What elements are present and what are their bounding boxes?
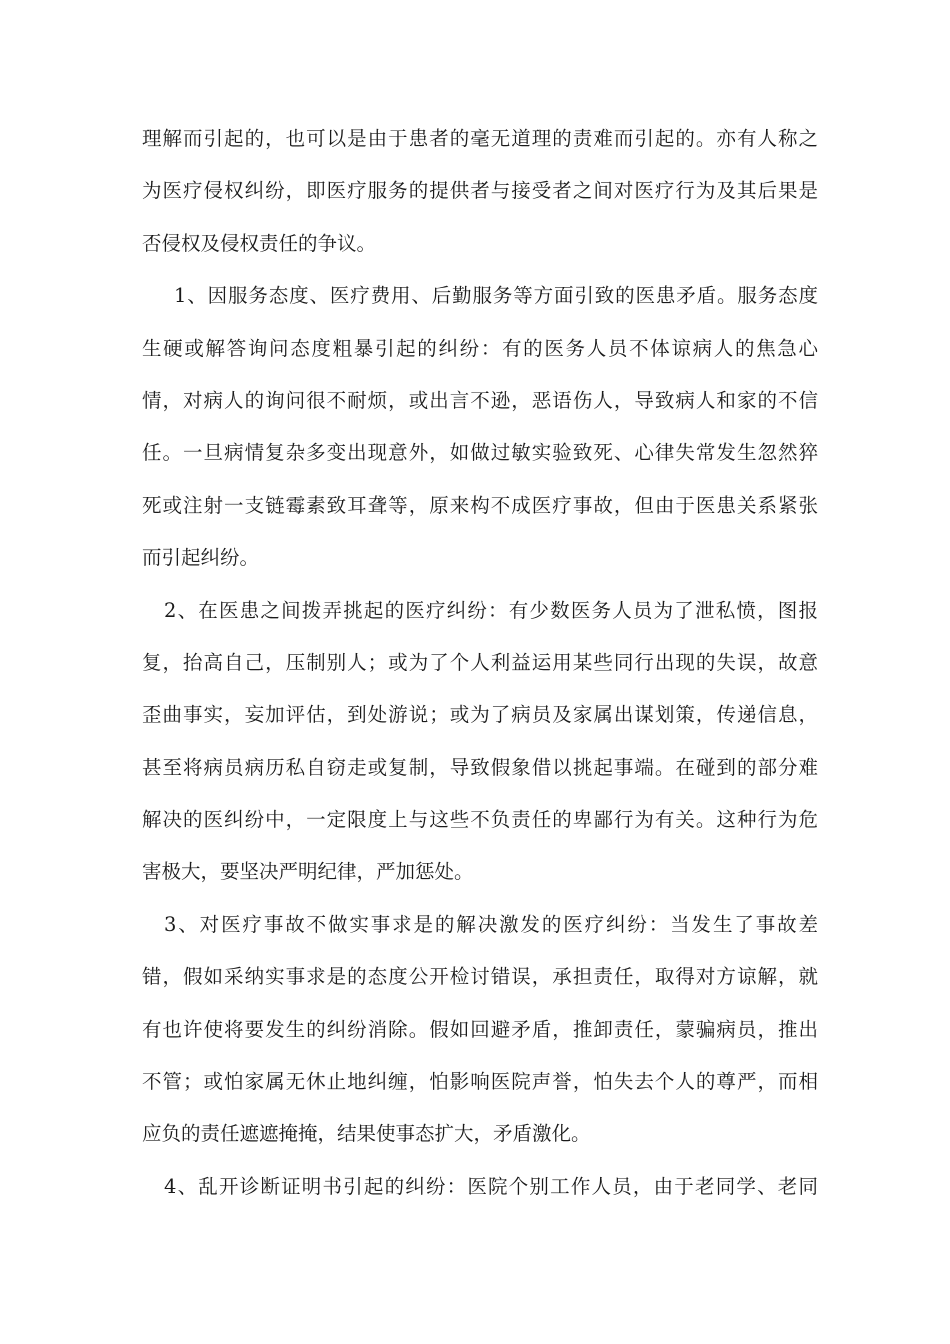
text-line: 有也许使将要发生的纠纷消除。假如回避矛盾，推卸责任，蒙骗病员，推出 (142, 1017, 818, 1041)
text-line: 歪曲事实，妄加评估，到处游说；或为了病员及家属出谋划策，传递信息， (142, 703, 818, 727)
paragraph-item-4 (142, 1161, 818, 1213)
text-line: 生硬或解答询问态度粗暴引起的纠纷：有的医务人员不体谅病人的焦急心 (142, 336, 818, 360)
text-line: 情，对病人的询问很不耐烦，或出言不逊，恶语伤人，导致病人和家的不信 (142, 388, 818, 412)
text-line: 死或注射一支链霉素致耳聋等，原来构不成医疗事故，但由于医患关系紧张 (142, 493, 818, 517)
text-line: 3、对医疗事故不做实事求是的解决激发的医疗纠纷：当发生了事故差 (164, 912, 818, 936)
text-line: 应负的责任遮遮掩掩，结果使事态扩大，矛盾激化。 (142, 1122, 591, 1146)
text-line: 错，假如采纳实事求是的态度公开检讨错误，承担责任，取得对方谅解，就 (142, 965, 818, 989)
paragraph-item-1 (142, 270, 818, 584)
paragraph-item-3 (142, 899, 818, 1161)
text-line: 复，抬高自己，压制别人；或为了个人利益运用某些同行出现的失误，故意 (142, 650, 818, 674)
text-line: 为医疗侵权纠纷，即医疗服务的提供者与接受者之间对医疗行为及其后果是 (142, 179, 818, 203)
text-line: 否侵权及侵权责任的争议。 (142, 231, 377, 255)
text-line: 甚至将病员病历私自窃走或复制，导致假象借以挑起事端。在碰到的部分难 (142, 755, 818, 779)
text-line: 4、乱开诊断证明书引起的纠纷：医院个别工作人员，由于老同学、老同 (164, 1174, 818, 1198)
text-line: 2、在医患之间拨弄挑起的医疗纠纷：有少数医务人员为了泄私愤，图报 (164, 598, 818, 622)
text-line: 害极大，要坚决严明纪律，严加惩处。 (142, 860, 474, 884)
text-line: 而引起纠纷。 (142, 546, 260, 570)
text-line: 理解而引起的，也可以是由于患者的毫无道理的责难而引起的。亦有人称之 (142, 127, 818, 150)
text-line: 1、因服务态度、医疗费用、后勤服务等方面引致的医患矛盾。服务态度 (174, 284, 818, 308)
paragraph-intro-continuation (142, 113, 818, 270)
document-body (142, 113, 818, 1213)
text-line: 解决的医纠纷中，一定限度上与这些不负责任的卑鄙行为有关。这种行为危 (142, 808, 818, 832)
text-line: 任。一旦病情复杂多变出现意外，如做过敏实验致死、心律失常发生忽然猝 (142, 441, 818, 465)
text-line: 不管；或怕家属无休止地纠缠，怕影响医院声誉，怕失去个人的尊严，而相 (142, 1070, 818, 1094)
paragraph-item-2 (142, 585, 818, 899)
